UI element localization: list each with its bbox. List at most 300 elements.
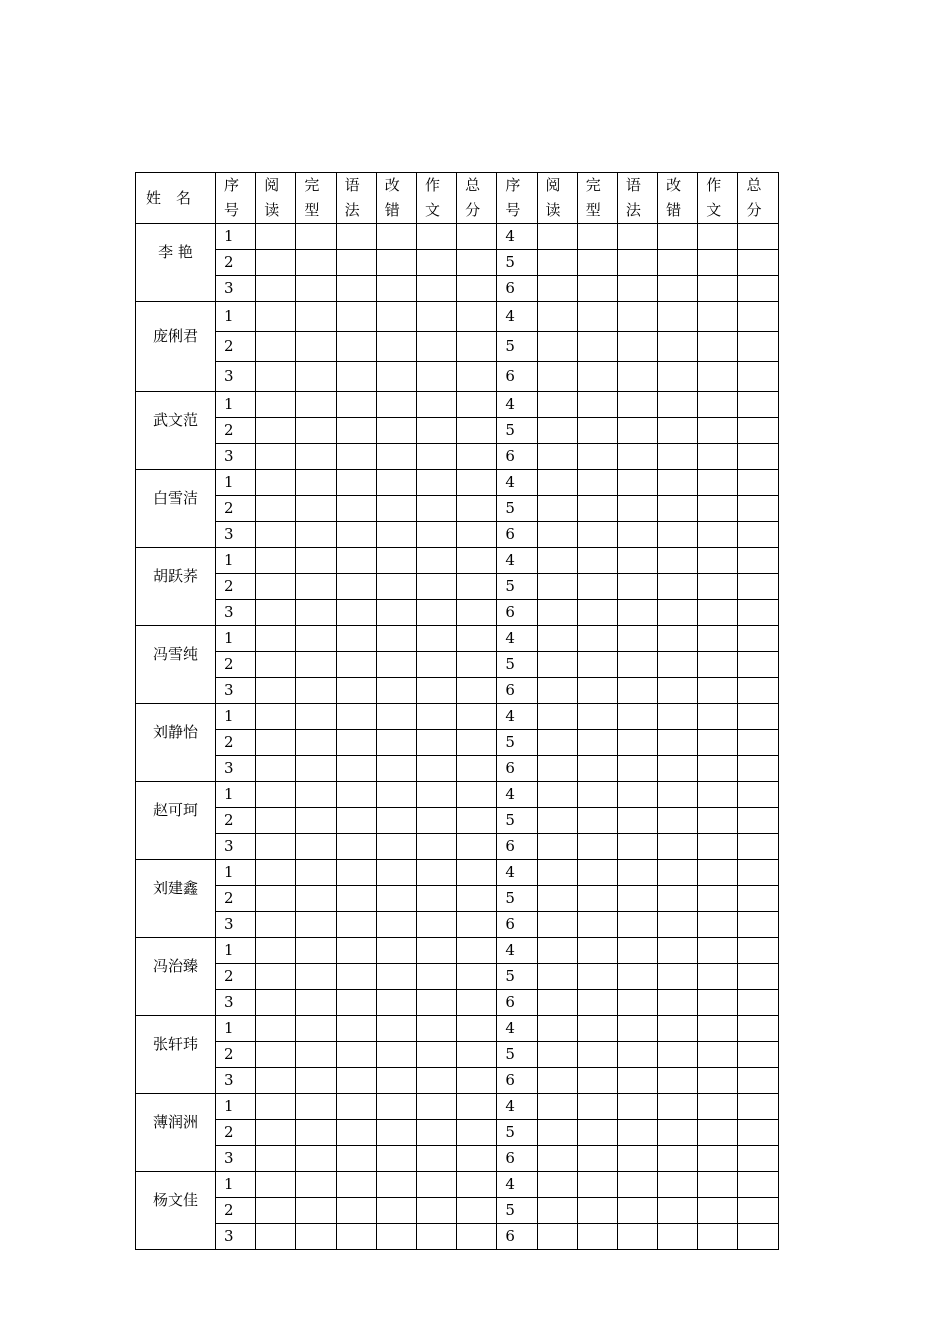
score-cell[interactable] xyxy=(416,1224,456,1250)
score-cell[interactable] xyxy=(256,470,296,496)
score-cell[interactable] xyxy=(256,1146,296,1172)
score-cell[interactable] xyxy=(738,522,778,548)
score-cell[interactable] xyxy=(577,782,617,808)
score-cell[interactable] xyxy=(416,834,456,860)
score-cell[interactable] xyxy=(537,496,577,522)
score-cell[interactable] xyxy=(416,704,456,730)
score-cell[interactable] xyxy=(577,600,617,626)
score-cell[interactable] xyxy=(537,444,577,470)
score-cell[interactable] xyxy=(336,224,376,250)
score-cell[interactable] xyxy=(617,1016,657,1042)
score-cell[interactable] xyxy=(617,418,657,444)
score-cell[interactable] xyxy=(537,332,577,362)
score-cell[interactable] xyxy=(376,652,416,678)
score-cell[interactable] xyxy=(658,224,698,250)
score-cell[interactable] xyxy=(617,1224,657,1250)
score-cell[interactable] xyxy=(296,548,336,574)
score-cell[interactable] xyxy=(416,444,456,470)
score-cell[interactable] xyxy=(336,626,376,652)
score-cell[interactable] xyxy=(658,990,698,1016)
score-cell[interactable] xyxy=(577,302,617,332)
score-cell[interactable] xyxy=(336,990,376,1016)
score-cell[interactable] xyxy=(376,886,416,912)
score-cell[interactable] xyxy=(537,678,577,704)
score-cell[interactable] xyxy=(256,418,296,444)
score-cell[interactable] xyxy=(698,302,738,332)
score-cell[interactable] xyxy=(537,302,577,332)
score-cell[interactable] xyxy=(256,392,296,418)
score-cell[interactable] xyxy=(738,600,778,626)
score-cell[interactable] xyxy=(256,834,296,860)
score-cell[interactable] xyxy=(416,332,456,362)
score-cell[interactable] xyxy=(577,938,617,964)
score-cell[interactable] xyxy=(738,470,778,496)
score-cell[interactable] xyxy=(577,1094,617,1120)
score-cell[interactable] xyxy=(336,886,376,912)
score-cell[interactable] xyxy=(256,1094,296,1120)
score-cell[interactable] xyxy=(617,1068,657,1094)
score-cell[interactable] xyxy=(577,224,617,250)
score-cell[interactable] xyxy=(376,860,416,886)
score-cell[interactable] xyxy=(376,392,416,418)
score-cell[interactable] xyxy=(577,1068,617,1094)
score-cell[interactable] xyxy=(256,1042,296,1068)
score-cell[interactable] xyxy=(658,574,698,600)
score-cell[interactable] xyxy=(256,1016,296,1042)
score-cell[interactable] xyxy=(376,678,416,704)
score-cell[interactable] xyxy=(296,1042,336,1068)
score-cell[interactable] xyxy=(416,496,456,522)
score-cell[interactable] xyxy=(457,808,497,834)
score-cell[interactable] xyxy=(457,730,497,756)
score-cell[interactable] xyxy=(658,1016,698,1042)
score-cell[interactable] xyxy=(537,250,577,276)
score-cell[interactable] xyxy=(376,912,416,938)
score-cell[interactable] xyxy=(617,444,657,470)
score-cell[interactable] xyxy=(698,332,738,362)
score-cell[interactable] xyxy=(416,600,456,626)
score-cell[interactable] xyxy=(336,730,376,756)
score-cell[interactable] xyxy=(296,626,336,652)
score-cell[interactable] xyxy=(376,704,416,730)
score-cell[interactable] xyxy=(416,808,456,834)
score-cell[interactable] xyxy=(296,522,336,548)
score-cell[interactable] xyxy=(336,1120,376,1146)
score-cell[interactable] xyxy=(698,418,738,444)
score-cell[interactable] xyxy=(336,276,376,302)
score-cell[interactable] xyxy=(457,1068,497,1094)
score-cell[interactable] xyxy=(577,362,617,392)
score-cell[interactable] xyxy=(336,302,376,332)
score-cell[interactable] xyxy=(617,496,657,522)
score-cell[interactable] xyxy=(658,250,698,276)
score-cell[interactable] xyxy=(738,1146,778,1172)
score-cell[interactable] xyxy=(698,1198,738,1224)
score-cell[interactable] xyxy=(617,1198,657,1224)
score-cell[interactable] xyxy=(336,444,376,470)
score-cell[interactable] xyxy=(416,250,456,276)
score-cell[interactable] xyxy=(698,704,738,730)
score-cell[interactable] xyxy=(698,964,738,990)
score-cell[interactable] xyxy=(698,1172,738,1198)
score-cell[interactable] xyxy=(256,548,296,574)
score-cell[interactable] xyxy=(537,470,577,496)
score-cell[interactable] xyxy=(698,834,738,860)
score-cell[interactable] xyxy=(336,418,376,444)
score-cell[interactable] xyxy=(577,574,617,600)
score-cell[interactable] xyxy=(658,964,698,990)
score-cell[interactable] xyxy=(457,362,497,392)
score-cell[interactable] xyxy=(577,548,617,574)
score-cell[interactable] xyxy=(376,1224,416,1250)
score-cell[interactable] xyxy=(738,444,778,470)
score-cell[interactable] xyxy=(376,250,416,276)
score-cell[interactable] xyxy=(617,276,657,302)
score-cell[interactable] xyxy=(336,250,376,276)
score-cell[interactable] xyxy=(577,886,617,912)
score-cell[interactable] xyxy=(617,990,657,1016)
score-cell[interactable] xyxy=(537,730,577,756)
score-cell[interactable] xyxy=(577,808,617,834)
score-cell[interactable] xyxy=(577,730,617,756)
score-cell[interactable] xyxy=(658,626,698,652)
score-cell[interactable] xyxy=(617,332,657,362)
score-cell[interactable] xyxy=(296,1146,336,1172)
score-cell[interactable] xyxy=(256,860,296,886)
score-cell[interactable] xyxy=(658,548,698,574)
score-cell[interactable] xyxy=(698,912,738,938)
score-cell[interactable] xyxy=(537,1172,577,1198)
score-cell[interactable] xyxy=(416,302,456,332)
score-cell[interactable] xyxy=(296,1016,336,1042)
score-cell[interactable] xyxy=(617,730,657,756)
score-cell[interactable] xyxy=(376,1016,416,1042)
score-cell[interactable] xyxy=(617,1172,657,1198)
score-cell[interactable] xyxy=(296,990,336,1016)
score-cell[interactable] xyxy=(658,496,698,522)
score-cell[interactable] xyxy=(577,1146,617,1172)
score-cell[interactable] xyxy=(416,652,456,678)
score-cell[interactable] xyxy=(336,332,376,362)
score-cell[interactable] xyxy=(617,1094,657,1120)
score-cell[interactable] xyxy=(457,1016,497,1042)
score-cell[interactable] xyxy=(376,1120,416,1146)
score-cell[interactable] xyxy=(698,1068,738,1094)
score-cell[interactable] xyxy=(698,730,738,756)
score-cell[interactable] xyxy=(336,362,376,392)
score-cell[interactable] xyxy=(376,1094,416,1120)
score-cell[interactable] xyxy=(537,912,577,938)
score-cell[interactable] xyxy=(658,756,698,782)
score-cell[interactable] xyxy=(738,362,778,392)
score-cell[interactable] xyxy=(738,652,778,678)
score-cell[interactable] xyxy=(577,250,617,276)
score-cell[interactable] xyxy=(457,1198,497,1224)
score-cell[interactable] xyxy=(256,496,296,522)
score-cell[interactable] xyxy=(658,704,698,730)
score-cell[interactable] xyxy=(416,860,456,886)
score-cell[interactable] xyxy=(698,1094,738,1120)
score-cell[interactable] xyxy=(336,860,376,886)
score-cell[interactable] xyxy=(416,886,456,912)
score-cell[interactable] xyxy=(376,1068,416,1094)
score-cell[interactable] xyxy=(537,1094,577,1120)
score-cell[interactable] xyxy=(296,652,336,678)
score-cell[interactable] xyxy=(658,1172,698,1198)
score-cell[interactable] xyxy=(296,600,336,626)
score-cell[interactable] xyxy=(577,704,617,730)
score-cell[interactable] xyxy=(537,808,577,834)
score-cell[interactable] xyxy=(457,1042,497,1068)
score-cell[interactable] xyxy=(336,574,376,600)
score-cell[interactable] xyxy=(617,652,657,678)
score-cell[interactable] xyxy=(537,782,577,808)
score-cell[interactable] xyxy=(416,1120,456,1146)
score-cell[interactable] xyxy=(416,938,456,964)
score-cell[interactable] xyxy=(336,496,376,522)
score-cell[interactable] xyxy=(738,250,778,276)
score-cell[interactable] xyxy=(416,730,456,756)
score-cell[interactable] xyxy=(296,332,336,362)
score-cell[interactable] xyxy=(617,808,657,834)
score-cell[interactable] xyxy=(376,224,416,250)
score-cell[interactable] xyxy=(698,652,738,678)
score-cell[interactable] xyxy=(376,990,416,1016)
score-cell[interactable] xyxy=(296,886,336,912)
score-cell[interactable] xyxy=(376,362,416,392)
score-cell[interactable] xyxy=(336,548,376,574)
score-cell[interactable] xyxy=(617,626,657,652)
score-cell[interactable] xyxy=(537,964,577,990)
score-cell[interactable] xyxy=(296,756,336,782)
score-cell[interactable] xyxy=(416,1016,456,1042)
score-cell[interactable] xyxy=(617,470,657,496)
score-cell[interactable] xyxy=(336,1224,376,1250)
score-cell[interactable] xyxy=(698,1120,738,1146)
score-cell[interactable] xyxy=(416,964,456,990)
score-cell[interactable] xyxy=(577,1198,617,1224)
score-cell[interactable] xyxy=(296,938,336,964)
score-cell[interactable] xyxy=(738,1094,778,1120)
score-cell[interactable] xyxy=(738,332,778,362)
score-cell[interactable] xyxy=(416,626,456,652)
score-cell[interactable] xyxy=(376,276,416,302)
score-cell[interactable] xyxy=(658,1224,698,1250)
score-cell[interactable] xyxy=(457,302,497,332)
score-cell[interactable] xyxy=(738,990,778,1016)
score-cell[interactable] xyxy=(537,626,577,652)
score-cell[interactable] xyxy=(658,470,698,496)
score-cell[interactable] xyxy=(296,302,336,332)
score-cell[interactable] xyxy=(457,418,497,444)
score-cell[interactable] xyxy=(416,912,456,938)
score-cell[interactable] xyxy=(537,1068,577,1094)
score-cell[interactable] xyxy=(256,1172,296,1198)
score-cell[interactable] xyxy=(738,1120,778,1146)
score-cell[interactable] xyxy=(617,782,657,808)
score-cell[interactable] xyxy=(336,600,376,626)
score-cell[interactable] xyxy=(457,990,497,1016)
score-cell[interactable] xyxy=(738,1068,778,1094)
score-cell[interactable] xyxy=(336,912,376,938)
score-cell[interactable] xyxy=(336,808,376,834)
score-cell[interactable] xyxy=(738,886,778,912)
score-cell[interactable] xyxy=(738,678,778,704)
score-cell[interactable] xyxy=(738,1042,778,1068)
score-cell[interactable] xyxy=(336,938,376,964)
score-cell[interactable] xyxy=(256,912,296,938)
score-cell[interactable] xyxy=(577,1016,617,1042)
score-cell[interactable] xyxy=(376,1042,416,1068)
score-cell[interactable] xyxy=(296,362,336,392)
score-cell[interactable] xyxy=(256,574,296,600)
score-cell[interactable] xyxy=(537,704,577,730)
score-cell[interactable] xyxy=(256,1120,296,1146)
score-cell[interactable] xyxy=(658,730,698,756)
score-cell[interactable] xyxy=(256,756,296,782)
score-cell[interactable] xyxy=(416,756,456,782)
score-cell[interactable] xyxy=(617,224,657,250)
score-cell[interactable] xyxy=(296,782,336,808)
score-cell[interactable] xyxy=(738,418,778,444)
score-cell[interactable] xyxy=(336,522,376,548)
score-cell[interactable] xyxy=(416,990,456,1016)
score-cell[interactable] xyxy=(256,444,296,470)
score-cell[interactable] xyxy=(296,276,336,302)
score-cell[interactable] xyxy=(296,704,336,730)
score-cell[interactable] xyxy=(617,302,657,332)
score-cell[interactable] xyxy=(537,886,577,912)
score-cell[interactable] xyxy=(256,1068,296,1094)
score-cell[interactable] xyxy=(617,964,657,990)
score-cell[interactable] xyxy=(658,1042,698,1068)
score-cell[interactable] xyxy=(698,1146,738,1172)
score-cell[interactable] xyxy=(296,224,336,250)
score-cell[interactable] xyxy=(376,834,416,860)
score-cell[interactable] xyxy=(376,470,416,496)
score-cell[interactable] xyxy=(296,1224,336,1250)
score-cell[interactable] xyxy=(617,392,657,418)
score-cell[interactable] xyxy=(738,834,778,860)
score-cell[interactable] xyxy=(738,808,778,834)
score-cell[interactable] xyxy=(617,860,657,886)
score-cell[interactable] xyxy=(296,834,336,860)
score-cell[interactable] xyxy=(698,886,738,912)
score-cell[interactable] xyxy=(738,276,778,302)
score-cell[interactable] xyxy=(457,652,497,678)
score-cell[interactable] xyxy=(577,276,617,302)
score-cell[interactable] xyxy=(376,626,416,652)
score-cell[interactable] xyxy=(376,600,416,626)
score-cell[interactable] xyxy=(617,1120,657,1146)
score-cell[interactable] xyxy=(457,912,497,938)
score-cell[interactable] xyxy=(658,1146,698,1172)
score-cell[interactable] xyxy=(296,1198,336,1224)
score-cell[interactable] xyxy=(738,704,778,730)
score-cell[interactable] xyxy=(336,470,376,496)
score-cell[interactable] xyxy=(336,392,376,418)
score-cell[interactable] xyxy=(376,302,416,332)
score-cell[interactable] xyxy=(296,860,336,886)
score-cell[interactable] xyxy=(256,332,296,362)
score-cell[interactable] xyxy=(336,678,376,704)
score-cell[interactable] xyxy=(416,1172,456,1198)
score-cell[interactable] xyxy=(537,1120,577,1146)
score-cell[interactable] xyxy=(537,834,577,860)
score-cell[interactable] xyxy=(457,834,497,860)
score-cell[interactable] xyxy=(376,964,416,990)
score-cell[interactable] xyxy=(658,678,698,704)
score-cell[interactable] xyxy=(336,1016,376,1042)
score-cell[interactable] xyxy=(457,1120,497,1146)
score-cell[interactable] xyxy=(376,1198,416,1224)
score-cell[interactable] xyxy=(336,652,376,678)
score-cell[interactable] xyxy=(296,678,336,704)
score-cell[interactable] xyxy=(537,224,577,250)
score-cell[interactable] xyxy=(658,1094,698,1120)
score-cell[interactable] xyxy=(658,276,698,302)
score-cell[interactable] xyxy=(457,522,497,548)
score-cell[interactable] xyxy=(416,392,456,418)
score-cell[interactable] xyxy=(577,392,617,418)
score-cell[interactable] xyxy=(698,990,738,1016)
score-cell[interactable] xyxy=(698,1016,738,1042)
score-cell[interactable] xyxy=(256,990,296,1016)
score-cell[interactable] xyxy=(457,964,497,990)
score-cell[interactable] xyxy=(296,1094,336,1120)
score-cell[interactable] xyxy=(577,834,617,860)
score-cell[interactable] xyxy=(617,756,657,782)
score-cell[interactable] xyxy=(698,574,738,600)
score-cell[interactable] xyxy=(617,912,657,938)
score-cell[interactable] xyxy=(658,332,698,362)
score-cell[interactable] xyxy=(416,1146,456,1172)
score-cell[interactable] xyxy=(256,886,296,912)
score-cell[interactable] xyxy=(457,938,497,964)
score-cell[interactable] xyxy=(577,626,617,652)
score-cell[interactable] xyxy=(537,362,577,392)
score-cell[interactable] xyxy=(698,444,738,470)
score-cell[interactable] xyxy=(296,574,336,600)
score-cell[interactable] xyxy=(256,224,296,250)
score-cell[interactable] xyxy=(577,496,617,522)
score-cell[interactable] xyxy=(376,1146,416,1172)
score-cell[interactable] xyxy=(617,886,657,912)
score-cell[interactable] xyxy=(256,964,296,990)
score-cell[interactable] xyxy=(457,496,497,522)
score-cell[interactable] xyxy=(416,522,456,548)
score-cell[interactable] xyxy=(537,756,577,782)
score-cell[interactable] xyxy=(416,418,456,444)
score-cell[interactable] xyxy=(658,938,698,964)
score-cell[interactable] xyxy=(577,1120,617,1146)
score-cell[interactable] xyxy=(698,808,738,834)
score-cell[interactable] xyxy=(416,470,456,496)
score-cell[interactable] xyxy=(457,250,497,276)
score-cell[interactable] xyxy=(738,730,778,756)
score-cell[interactable] xyxy=(256,1224,296,1250)
score-cell[interactable] xyxy=(577,964,617,990)
score-cell[interactable] xyxy=(738,392,778,418)
score-cell[interactable] xyxy=(698,522,738,548)
score-cell[interactable] xyxy=(457,756,497,782)
score-cell[interactable] xyxy=(336,1068,376,1094)
score-cell[interactable] xyxy=(738,302,778,332)
score-cell[interactable] xyxy=(457,678,497,704)
score-cell[interactable] xyxy=(617,250,657,276)
score-cell[interactable] xyxy=(658,886,698,912)
score-cell[interactable] xyxy=(256,938,296,964)
